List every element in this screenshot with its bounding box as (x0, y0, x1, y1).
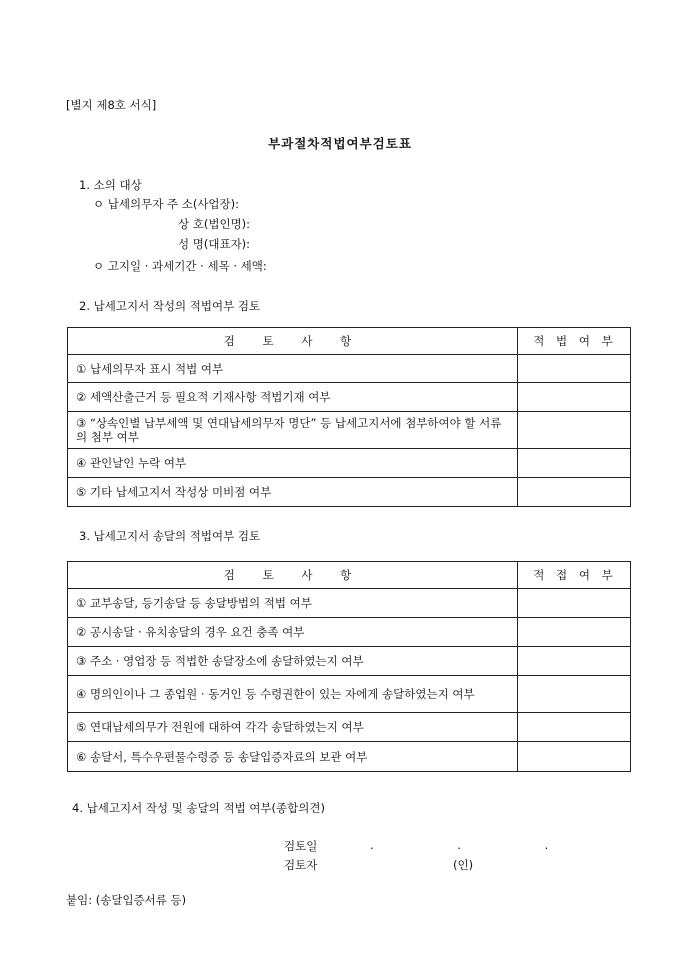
form-label: [별지 제8호 서식] (66, 98, 157, 112)
taxpayer-address-label: ㅇ 납세의무자 주 소(사업장): (93, 197, 240, 211)
table-row (68, 478, 631, 507)
trade-name-label: 상 호(법인명): (178, 217, 251, 231)
representative-name-label: 성 명(대표자): (178, 237, 251, 251)
legality-cell[interactable] (518, 713, 631, 742)
table-row (68, 449, 631, 478)
legality-cell[interactable] (518, 647, 631, 676)
table-row (68, 355, 631, 383)
legality-header: 적 접 여 부 (518, 562, 631, 589)
document-title: 부과절차적법여부검토표 (268, 136, 412, 151)
review-item: ⑥ 송달서, 특수우편물수령증 등 송달입증자료의 보관 여부 (68, 742, 518, 772)
legality-cell[interactable] (518, 478, 631, 507)
table-row (68, 742, 631, 772)
attachment-note: 붙임: (송달입증서류 등) (66, 893, 187, 907)
review-date-label: 검토일 (284, 839, 318, 853)
review-item: ③ “상속인별 납부세액 및 연대납세의무자 명단” 등 납세고지서에 첨부하여야 할 서류의 첨부 여부 (68, 412, 518, 449)
section4-heading: 4. 납세고지서 작성 및 송달의 적법 여부(종합의견) (72, 801, 325, 815)
legality-cell[interactable] (518, 449, 631, 478)
review-item: ③ 주소 · 영업장 등 적법한 송달장소에 송달하였는지 여부 (68, 647, 518, 676)
legality-cell[interactable] (518, 589, 631, 618)
review-date-value[interactable]: . . . (370, 838, 589, 852)
review-item: ⑤ 기타 납세고지서 작성상 미비점 여부 (68, 478, 518, 507)
review-item: ② 공시송달 · 유치송달의 경우 요건 충족 여부 (68, 618, 518, 647)
table-row (68, 713, 631, 742)
review-item-header: 검 토 사 항 (68, 328, 518, 355)
section1-heading: 1. 소의 대상 (79, 178, 142, 192)
table-row (68, 676, 631, 713)
review-item: ② 세액산출근거 등 필요적 기재사항 적법기재 여부 (68, 383, 518, 412)
table-row (68, 383, 631, 412)
review-item: ④ 명의인이나 그 종업원 · 동거인 등 수령권한이 있는 자에게 송달하였는지 여부 (68, 676, 518, 713)
legality-cell[interactable] (518, 412, 631, 449)
review-item: ① 납세의무자 표시 적법 여부 (68, 355, 518, 383)
table-row (68, 647, 631, 676)
drafting-review-table (67, 327, 631, 507)
review-item: ⑤ 연대납세의무가 전원에 대하여 각각 송달하였는지 여부 (68, 713, 518, 742)
seal-mark: (인) (453, 858, 474, 872)
reviewer-label: 검토자 (284, 858, 318, 872)
legality-cell[interactable] (518, 618, 631, 647)
section3-heading: 3. 납세고지서 송달의 적법여부 검토 (79, 529, 261, 543)
section2-heading: 2. 납세고지서 작성의 적법여부 검토 (79, 299, 261, 313)
legality-cell[interactable] (518, 742, 631, 772)
legality-cell[interactable] (518, 355, 631, 383)
table-row (68, 412, 631, 449)
review-item-header: 검 토 사 항 (68, 562, 518, 589)
table-row (68, 618, 631, 647)
delivery-review-table (67, 561, 631, 772)
notice-info-label: ㅇ 고지일 · 과세기간 · 세목 · 세액: (93, 259, 267, 273)
table-row (68, 589, 631, 618)
legality-cell[interactable] (518, 383, 631, 412)
review-item: ① 교부송달, 등기송달 등 송달방법의 적법 여부 (68, 589, 518, 618)
legality-header: 적 법 여 부 (518, 328, 631, 355)
review-item: ④ 관인날인 누락 여부 (68, 449, 518, 478)
legality-cell[interactable] (518, 676, 631, 713)
